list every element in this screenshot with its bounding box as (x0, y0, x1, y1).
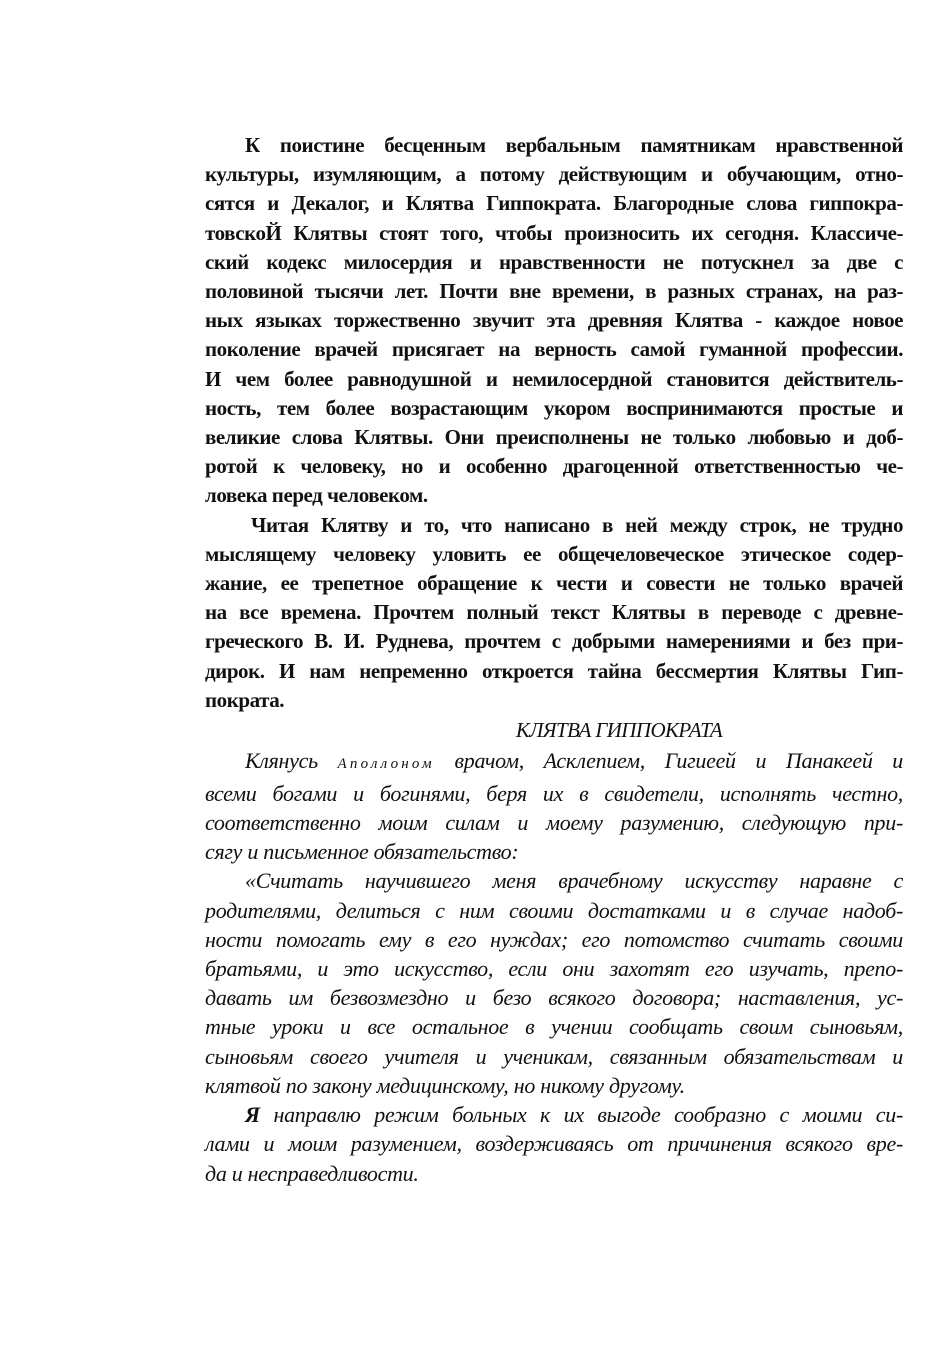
apollo-spaced-word: Аполлоном (337, 755, 435, 772)
text-line: И чем более равнодушной и немилосердной становится действитель- (205, 366, 903, 391)
text-line (205, 1100, 903, 1129)
text-line: лами и моим разумением, воздерживаясь от причинения всякого вре- (205, 1131, 903, 1157)
drop-initial: Я (245, 1102, 260, 1128)
oath-line-rest: направлю режим больных к их выгоде сообразно с моими си- (259, 1102, 903, 1128)
intro-paragraph-2 (205, 511, 903, 715)
text-line: великие слова Клятвы. Они преисполнены не только любовью и доб- (205, 425, 903, 450)
text-line: половиной тысячи лет. Почти вне времени, в разных странах, на раз- (205, 279, 903, 304)
text-line: сятся и Декалог, и Клятва Гиппократа. Благородные слова гиппокра- (205, 191, 903, 216)
text-line: товскоЙ Клятвы стоят того, чтобы произносить их сегодня. Классиче- (205, 220, 903, 245)
text-line: ротой к человеку, но и особенно драгоценной ответственностью че- (205, 454, 903, 479)
text-line: сягу и письменное обязательство: (205, 839, 519, 865)
text-line: тные уроки и все остальное в учении сообщать своим сыновьям, (205, 1014, 903, 1040)
oath-paragraph-3 (205, 1100, 903, 1188)
text-line: поколение врачей присягает на верность самой гуманной профессии. (205, 337, 903, 362)
text-line: соответственно моим силам и моему разумению, следующую при- (205, 810, 903, 836)
text-line: да и несправедливости. (205, 1160, 419, 1186)
text-line: сыновьям своего учителя и ученикам, связанным обязательствам и (205, 1043, 903, 1069)
text-line: мыслящему человеку уловить ее общечеловеческое этическое содер- (205, 541, 903, 566)
text-line (205, 746, 903, 779)
oath-line-end: врачом, Асклепием, Гигиеей и Панакеей и (434, 747, 903, 773)
text-line: ловека перед человеком. (205, 483, 428, 508)
text-line: «Считать научившего меня врачебному искусству наравне с (245, 868, 903, 894)
text-line: родителями, делиться с ним своими достатками и в случае надоб- (205, 897, 903, 923)
oath-paragraph-1 (205, 746, 903, 867)
text-line: пократа. (205, 687, 285, 712)
oath-title: КЛЯТВА ГИППОКРАТА (515, 718, 723, 743)
text-line: греческого В. И. Руднева, прочтем с добрыми намерениями и без при- (205, 629, 903, 654)
text-line: культуры, изумляющим, а потому действующим и обучающим, отно- (205, 162, 903, 187)
book-page (205, 131, 903, 1188)
text-line: всеми богами и богинями, беря их в свидетели, исполнять честно, (205, 780, 903, 806)
text-line: ность, тем более возрастающим укором воспринимаются простые и (205, 395, 903, 420)
text-line: ский кодекс милосердия и нравственности не потускнел за две с (205, 249, 903, 274)
text-line: дирок. И нам непременно откроется тайна бессмертия Клятвы Гип- (205, 658, 903, 683)
text-line: жание, ее трепетное обращение к чести и совести не только врачей (205, 571, 903, 596)
text-line: на все времена. Прочтем полный текст Клятвы в переводе с древне- (205, 600, 903, 625)
text-line: К поистине бесценным вербальным памятникам нравственной (245, 133, 903, 157)
text-line: ных языках торжественно звучит эта древняя Клятва - каждое новое (205, 308, 903, 333)
text-line: ности помогать ему в его нуждах; его потомство считать своими (205, 926, 903, 952)
oath-paragraph-2 (205, 866, 903, 1100)
oath-line-start: Клянусь (245, 747, 338, 773)
text-line: Читая Клятву и то, что написано в ней между строк, не трудно (251, 512, 903, 537)
text-line: клятвой по закону медицинскому, но никому другому. (205, 1072, 685, 1098)
text-line: братьями, и это искусство, если они захотят его изучать, препо- (205, 956, 903, 982)
text-line: давать им безвозмездно и безо всякого договора; наставления, ус- (205, 985, 903, 1011)
intro-paragraph-1 (205, 131, 903, 511)
